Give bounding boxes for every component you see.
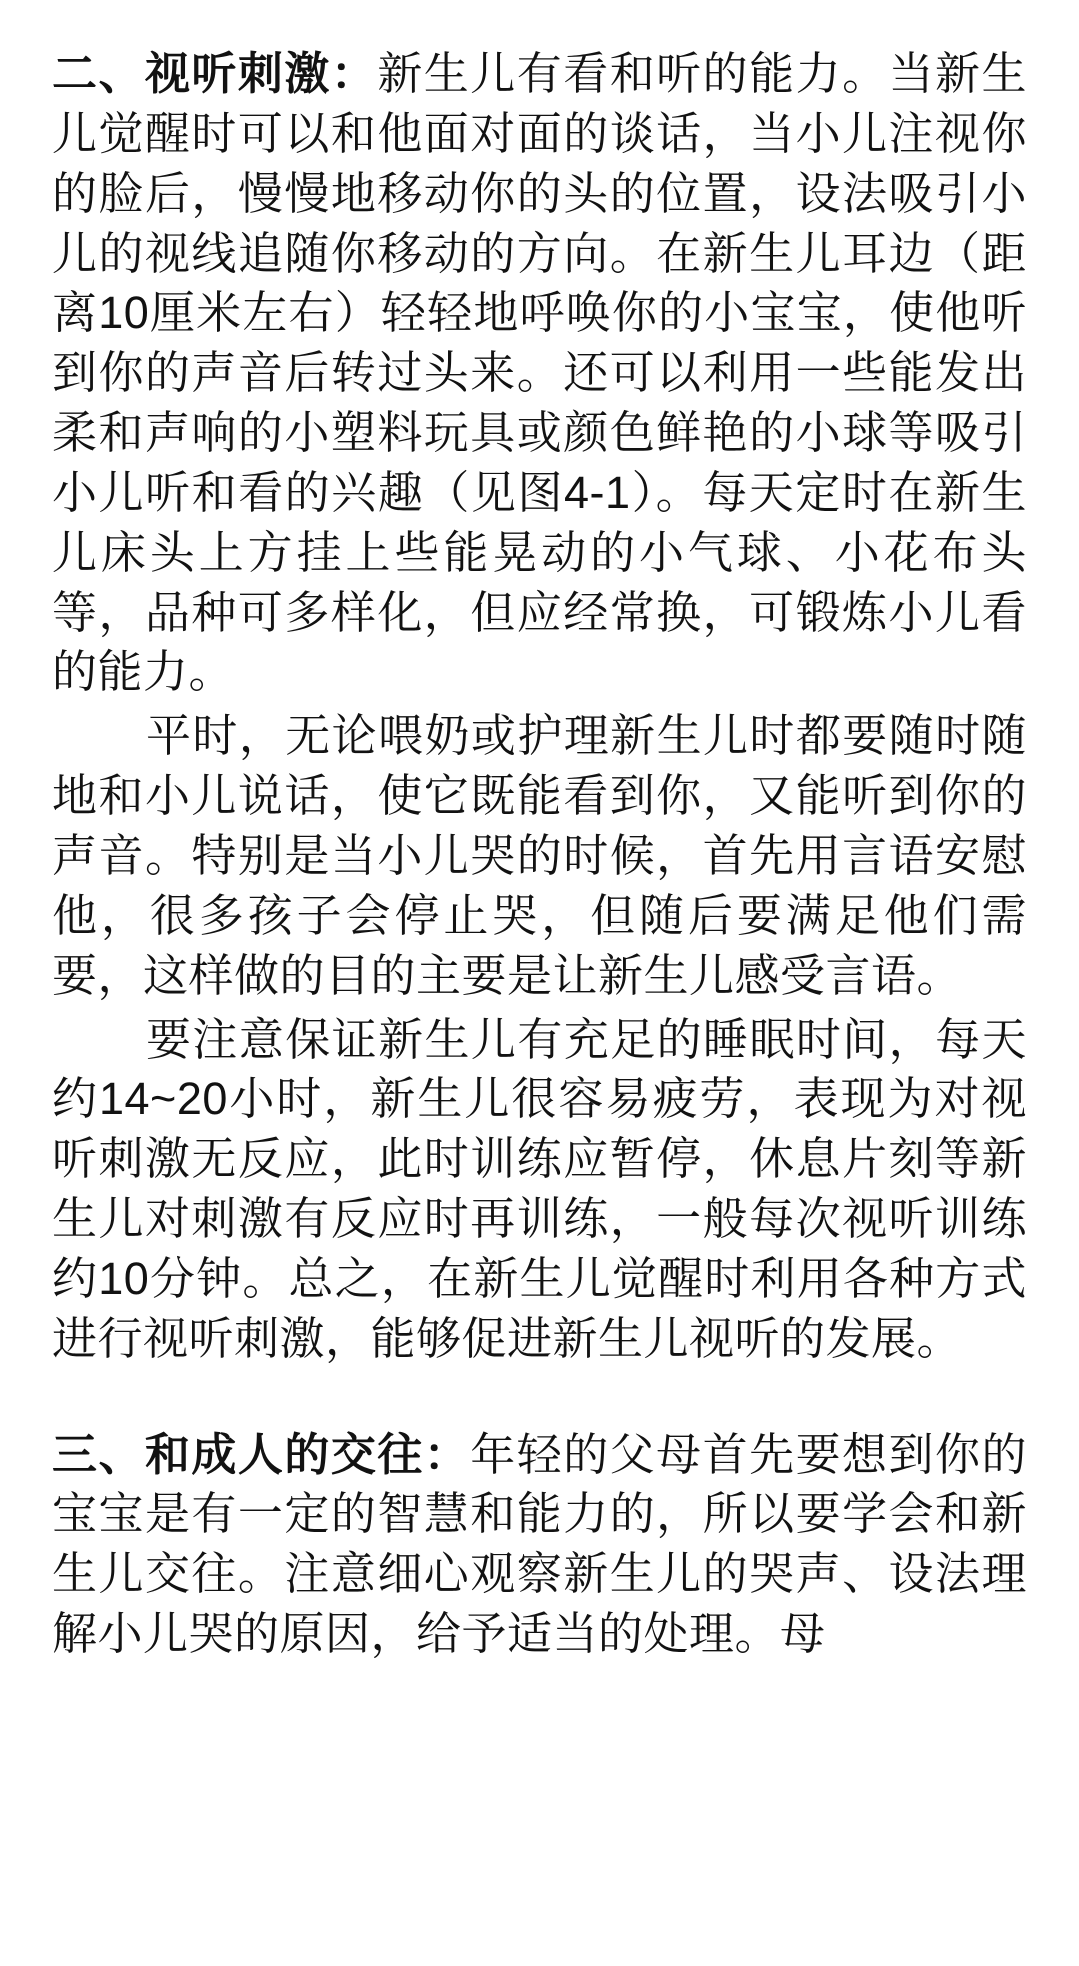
section-three-heading: 三、和成人的交往： xyxy=(52,1428,471,1480)
section-divider-space xyxy=(52,1369,1027,1425)
paragraph-sleep-body: 要注意保证新生儿有充足的睡眠时间，每天约14~20小时，新生儿很容易疲劳，表现为对视听刺激无反应，此时训练应暂停，休息片刻等新生儿对刺激有反应时再训练，一般每次视听训练约10分钟。总之，在新生儿觉醒时利用各种方式进行视听刺激，能够促进新生儿视听的发展。 xyxy=(52,1013,1027,1364)
section-three-body: 年轻的父母首先要想到你的宝宝是有一定的智慧和能力的，所以要学会和新生儿交往。注意细心观察新生儿的哭声、设法理解小儿哭的原因，给予适当的处理。母 xyxy=(52,1428,1027,1660)
section-three-paragraph xyxy=(52,1425,1027,1664)
section-two-paragraph xyxy=(52,44,1027,702)
paragraph-feeding-talk-body: 平时，无论喂奶或护理新生儿时都要随时随地和小儿说话，使它既能看到你，又能听到你的声音。特别是当小儿哭的时候，首先用言语安慰他，很多孩子会停止哭，但随后要满足他们需要，这样做的目的主要是让新生儿感受言语。 xyxy=(52,710,1027,1001)
paragraph-feeding-talk xyxy=(52,706,1027,1005)
section-two-body: 新生儿有看和听的能力。当新生儿觉醒时可以和他面对面的谈话，当小儿注视你的脸后，慢慢地移动你的头的位置，设法吸引小儿的视线追随你移动的方向。在新生儿耳边（距离10厘米左右）轻轻地呼唤你的小宝宝，使他听到你的声音后转过头来。还可以利用一些能发出柔和声响的小塑料玩具或颜色鲜艳的小球等吸引小儿听和看的兴趣（见图4-1）。每天定时在新生儿床头上方挂上些能晃动的小气球、小花布头等，品种可多样化，但应经常换，可锻炼小儿看的能力。 xyxy=(52,48,1027,698)
paragraph-sleep xyxy=(52,1010,1027,1369)
section-two-heading: 二、视听刺激： xyxy=(52,48,378,99)
